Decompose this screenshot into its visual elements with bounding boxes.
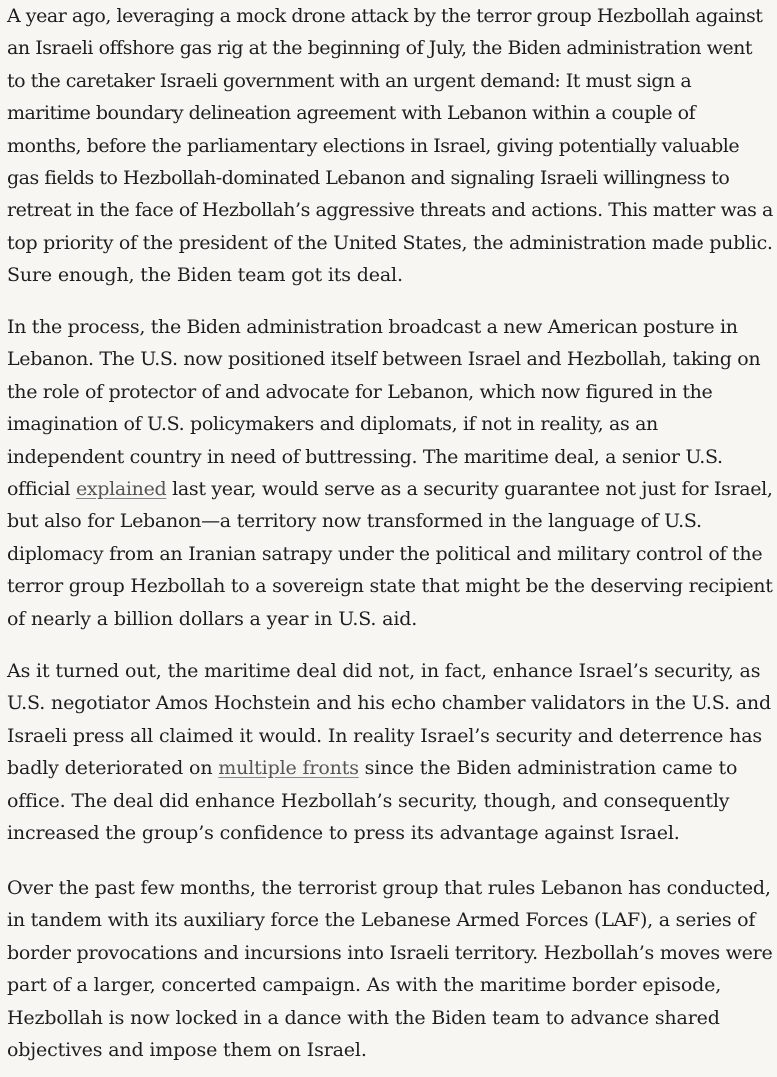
text-segment: last year, would serve as a security guarantee not just for Israel,	[166, 477, 773, 500]
text-line: Sure enough, the Biden team got its deal.	[7, 264, 403, 287]
text-line: Hezbollah is now locked in a dance with the Biden team to advance shared	[7, 1006, 720, 1029]
text-segment: official	[7, 477, 76, 500]
text-line: diplomacy from an Iranian satrapy under the political and military control of the	[7, 542, 763, 565]
text-line: Israeli press all claimed it would. In reality Israel’s security and deterrence has	[7, 724, 762, 747]
explained-link[interactable]: explained	[75, 477, 167, 500]
text-line: gas fields to Hezbollah-dominated Lebanon and signaling Israeli willingness to	[7, 166, 730, 189]
text-line: Over the past few months, the terrorist group that rules Lebanon has conducted,	[7, 877, 771, 899]
paragraph-3	[7, 655, 771, 849]
text-line: part of a larger, concerted campaign. As with the maritime border episode,	[7, 974, 722, 997]
text-line: the role of protector of and advocate for Lebanon, which now figured in the	[7, 380, 713, 403]
text-line: As it turned out, the maritime deal did not, in fact, enhance Israel’s security, as	[7, 660, 761, 682]
text-line: maritime boundary delineation agreement with Lebanon within a couple of	[7, 102, 696, 125]
text-line-with-link	[7, 752, 771, 784]
text-line: months, before the parliamentary elections in Israel, giving potentially valuable	[7, 134, 740, 157]
multiple-fronts-link[interactable]: multiple fronts	[218, 757, 359, 780]
text-line: independent country in need of buttressing. The maritime deal, a senior U.S.	[7, 445, 723, 468]
paragraph-2	[7, 311, 773, 635]
text-line: an Israeli offshore gas rig at the beginning of July, the Biden administration went	[7, 37, 753, 60]
text-line: border provocations and incursions into Israeli territory. Hezbollah’s moves were	[7, 941, 773, 964]
text-line: in tandem with its auxiliary force the Lebanese Armed Forces (LAF), a series of	[7, 909, 756, 932]
text-line: increased the group’s confidence to press its advantage against Israel.	[7, 821, 680, 844]
text-line: retreat in the face of Hezbollah’s aggressive threats and actions. This matter was a	[7, 199, 773, 222]
text-line: U.S. negotiator Amos Hochstein and his echo chamber validators in the U.S. and	[7, 692, 772, 715]
text-line: imagination of U.S. policymakers and diplomats, if not in reality, as an	[7, 413, 658, 436]
paragraph-1	[7, 0, 773, 292]
text-line: top priority of the president of the United States, the administration made public.	[7, 231, 773, 254]
text-line-with-link	[7, 473, 773, 505]
text-line: Lebanon. The U.S. now positioned itself between Israel and Hezbollah, taking on	[7, 348, 761, 371]
text-segment: since the Biden administration came to	[358, 757, 738, 780]
text-line: to the caretaker Israeli government with an urgent demand: It must sign a	[7, 69, 692, 92]
text-segment: badly deteriorated on	[7, 757, 219, 780]
text-line: but also for Lebanon—a territory now transformed in the language of U.S.	[7, 510, 702, 533]
text-line: A year ago, leveraging a mock drone attack by the terror group Hezbollah against	[7, 5, 763, 27]
text-line: objectives and impose them on Israel.	[7, 1038, 367, 1061]
text-line: In the process, the Biden administration broadcast a new American posture in	[7, 316, 738, 338]
text-line: terror group Hezbollah to a sovereign state that might be the deserving recipient	[7, 575, 773, 598]
paragraph-4	[7, 872, 773, 1066]
text-line: office. The deal did enhance Hezbollah’s security, though, and consequently	[7, 789, 730, 812]
text-line: of nearly a billion dollars a year in U.S. aid.	[7, 607, 418, 630]
